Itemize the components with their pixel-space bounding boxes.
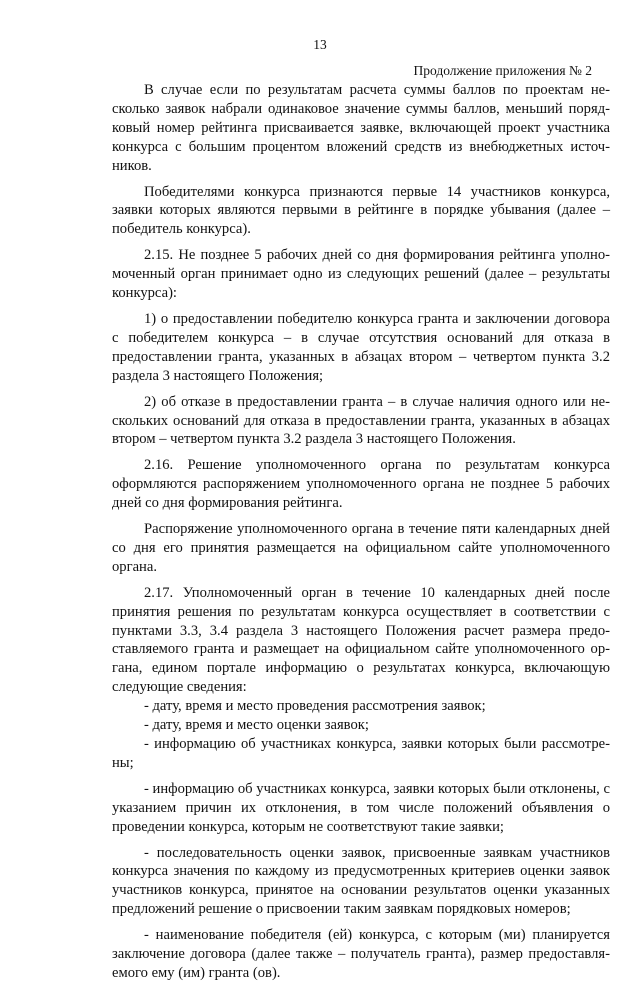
paragraph-winners: Победителями конкурса признаются первые 14 участников конкурса, заявки которых являются первыми в рейтинге в порядке убывания (далее – победитель конкурса). [112, 183, 610, 238]
list-item-rejected-participants: - информацию об участниках конкурса, заявки которых были отклонены, с указанием причин их отклонения, в том числе положений объявления о проведении конкурса, которым не соответствуют такие заявки; [112, 780, 610, 835]
list-item-reviewed-participants: - информацию об участниках конкурса, заявки которых были рассмотрены; [112, 736, 610, 771]
paragraph-order-publication: Распоряжение уполномоченного органа в течение пяти календарных дней со дня его принятия размещается на официальном сайте уполномоченного органа. [112, 521, 610, 575]
list-item-evaluation-date: - дату, время и место оценки заявок; [144, 717, 369, 734]
paragraph-decision-refusal: 2) об отказе в предоставлении гранта – в случае наличия одного или нескольких оснований для отказа в предоставлении гранта, указанных в абзацах втором – четвертом пункта 3.2 раздела 3 настоящего Положения. [112, 393, 610, 448]
appendix-continuation-note: Продолжение приложения № 2 [413, 63, 592, 78]
paragraph-tie-rule: В случае если по результатам расчета суммы баллов по проектам несколько заявок набрали одинаковое значение суммы баллов, меньший порядковый номер рейтинга присваивается заявке, включающей проект участника конкурса с большим процентом вложений средств из внебюджетных источников. [112, 82, 610, 174]
paragraph-2-15: 2.15. Не позднее 5 рабочих дней со дня формирования рейтинга уполномоченный орган принимает одно из следующих решений (далее – результаты конкурса): [112, 247, 610, 302]
document-body [112, 81, 610, 983]
paragraph-2-17: 2.17. Уполномоченный орган в течение 10 календарных дней после принятия решения по результатам конкурса осуществляет в соответствии с пунктами 3.3, 3.4 раздела 3 настоящего Положения расчет размера предоставляемого гранта и размещает на официальном сайте уполномоченного органа, едином портале информацию о результатах конкурса, включающую следующие сведения: [112, 584, 610, 696]
list-item-review-date: - дату, время и место проведения рассмотрения заявок; [144, 698, 486, 715]
list-item-winner-name: - наименование победителя (ей) конкурса, с которым (ми) планируется заключение договора (далее также – получатель гранта), размер предоставляемого ему (им) гранта (ов). [112, 927, 610, 981]
list-item-evaluation-sequence: - последовательность оценки заявок, присвоенные заявкам участников конкурса значения по каждому из предусмотренных критериев оценки заявок участников конкурса, принятое на основании результатов оценки указанных предложений решение о присвоении таким заявкам порядковых номеров; [112, 844, 610, 918]
page-number: 13 [313, 37, 327, 52]
paragraph-2-16: 2.16. Решение уполномоченного органа по результатам конкурса оформляются распоряжением уполномоченного органа не позднее 5 рабочих дней со дня формирования рейтинга. [112, 457, 610, 512]
paragraph-decision-grant: 1) о предоставлении победителю конкурса гранта и заключении договора с победителем конкурса – в случае отсутствия оснований для отказа в предоставлении гранта, указанных в абзацах втором – четвертом пункта 3.2 раздела 3 настоящего Положения; [112, 310, 610, 384]
